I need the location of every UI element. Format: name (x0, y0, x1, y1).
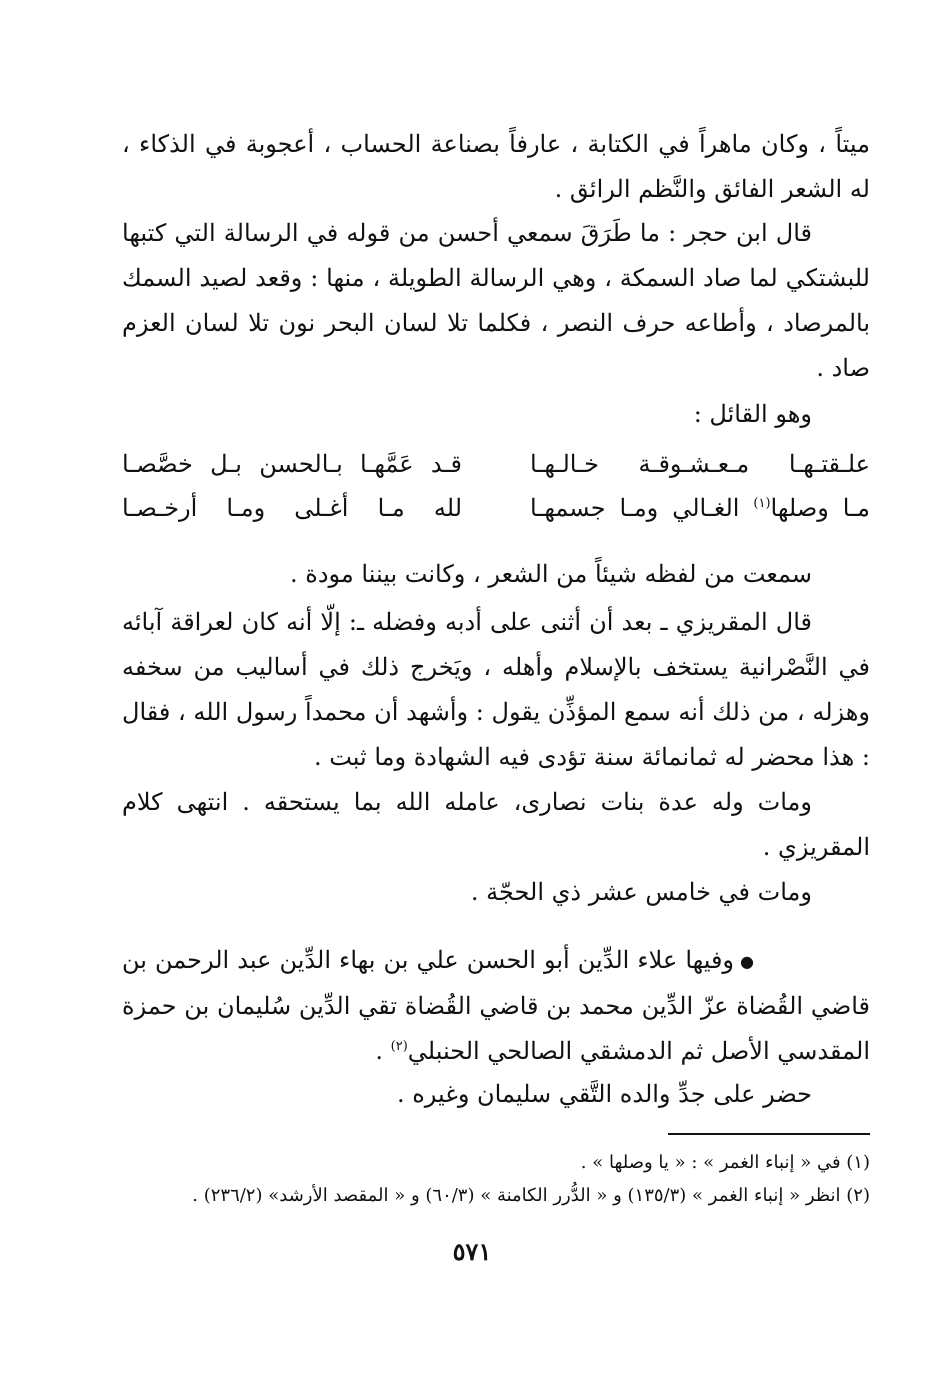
footnote-1: (١) في « إنباء الغمر » : « يا وصلها » . (580, 1152, 870, 1173)
footnotes (122, 1146, 870, 1212)
paragraph-text: ومات وله عدة بنات نصارى، عامله الله بما يستحقه . انتهى كلام المقريزي . (122, 788, 870, 861)
paragraph-text: قال ابن حجر : ما طَرَقَ سمعي أحسن من قوله في الرسالة التي كتبها للبشتكي لما صاد السمكة ، وهي الرسالة الطويلة ، منها : وقعد لصيد السمك بالمرصاد ، وأطاعه حرف النصر ، فكلما تلا لسان البحر نون تلا لسان العزم صاد . (122, 219, 870, 382)
footnote-marker: (١) (753, 496, 771, 511)
paragraph-text: ومات في خامس عشر ذي الحجّة . (470, 878, 812, 906)
paragraph-ibn-hajar (122, 211, 870, 391)
footnote-divider (668, 1133, 870, 1135)
verse-line (122, 442, 870, 486)
paragraph-maqrizi (122, 600, 870, 780)
paragraph-death-date (122, 870, 870, 915)
paragraph-text: وهو القائل : (693, 400, 812, 428)
verse-text: مـا وصلها (770, 494, 870, 522)
verse-second-hemistich: قـد عَمَّهـا بـالحسن بـل خصَّصـا (122, 450, 462, 478)
paragraph-text: حضر على جدِّ والده التَّقي سليمان وغيره . (396, 1080, 812, 1108)
paragraph-text (122, 938, 870, 1074)
paragraph-text: ميتاً ، وكان ماهراً في الكتابة ، عارفاً بصناعة الحساب ، أعجوبة في الذكاء ، له الشعر الفائق والنَّظم الرائق . (122, 130, 870, 203)
verse-second-hemistich: لله مـا أغـلى ومـا أرخـصـا (122, 494, 462, 522)
paragraph-continuation (122, 122, 870, 212)
entry-text: وفيها علاء الدِّين أبو الحسن علي بن بهاء الدِّين عبد الرحمن بن قاضي القُضاة عزّ الدِّين محمد بن قاضي القُضاة تقي الدِّين سُليمان بن حمزة المقدسي الأصل ثم الدمشقي الصالحي الحنبلي (122, 946, 870, 1065)
verse-first-hemistich: علـقتـهـا مـعـشـوقـة خـالـهـا (530, 450, 870, 478)
paragraph-text: قال المقريزي ـ بعد أن أثنى على أدبه وفضله ـ: إلّا أنه كان لعراقة آبائه في النَّصْرانية يستخف بالإسلام وأهله ، ويَخرج ذلك في أساليب من سخفه وهزله ، من ذلك أنه سمع المؤذِّن يقول : وأشهد أن محمداً رسول الله ، فقال : هذا محضر له ثمانمائة سنة تؤدى فيه الشهادة وما ثبت . (122, 608, 870, 771)
paragraph-text: سمعت من لفظه شيئاً من الشعر ، وكانت بيننا مودة . (290, 560, 812, 588)
verse-line (122, 486, 870, 530)
paragraph-heard-poetry (122, 552, 870, 597)
paragraph-death (122, 780, 870, 870)
paragraph-attended (122, 1072, 870, 1117)
footnote-marker: (٢) (390, 1039, 408, 1054)
entry-end: . (375, 1037, 383, 1065)
poem-verses (122, 442, 870, 530)
verse-first-hemistich (530, 486, 870, 530)
bullet-icon: ● (740, 952, 754, 971)
footnote-2: (٢) انظر « إنباء الغمر » (١٣٥/٣) و « الدُّرر الكامنة » (٦٠/٣) و « المقصد الأرشد» (٢٣٦/٢) . (192, 1185, 870, 1206)
verse-text: الغـالي ومـا جسمهـا (530, 494, 740, 522)
paragraph-verse-intro (122, 392, 870, 437)
paragraph-new-entry (122, 938, 870, 1074)
page-number: ٥٧١ (452, 1237, 492, 1266)
